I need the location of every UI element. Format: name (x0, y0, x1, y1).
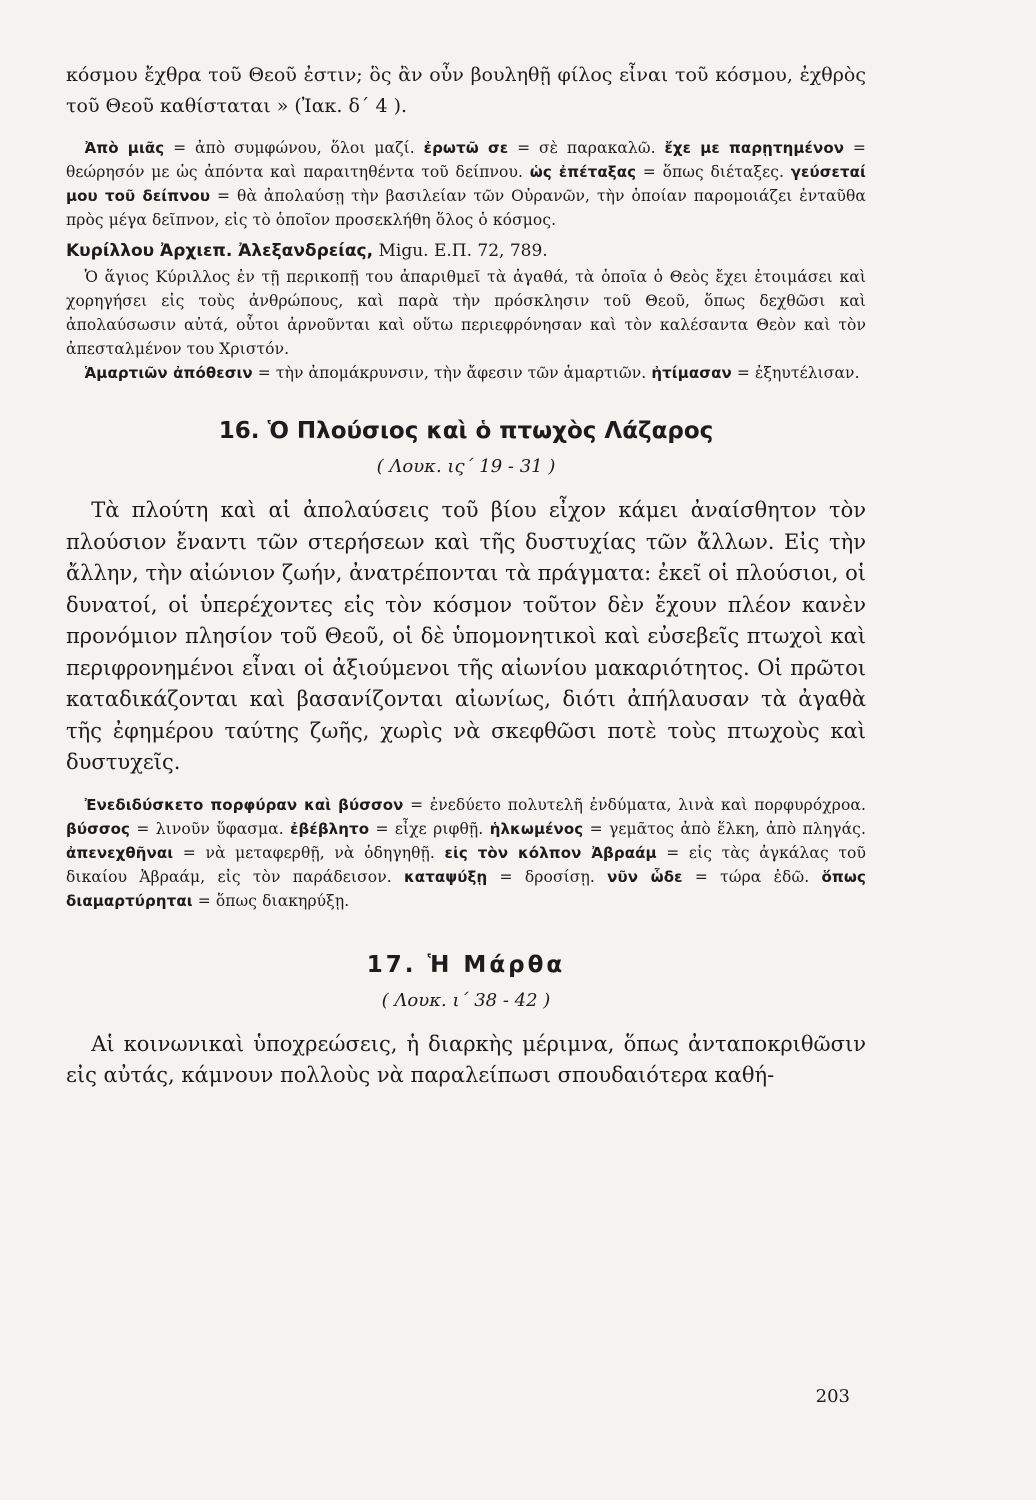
section-17-title: 17. Ἡ Μάρθα (366, 951, 566, 978)
note-gloss: = εἶχε ριφθῇ. (369, 819, 490, 838)
note-term: βύσσος (66, 819, 131, 838)
note-gloss: = τώρα ἐδῶ. (682, 867, 822, 886)
note-gloss: = γεμᾶτος ἀπὸ ἕλκη, ἀπὸ πληγάς. (583, 819, 866, 838)
note-gloss: = νὰ μεταφερθῇ, νὰ ὁδηγηθῇ. (173, 843, 445, 862)
note-term: ἡλκωμένος (489, 819, 584, 838)
note-term: ἠτίμασαν (651, 364, 732, 382)
note-gloss: = σὲ παρακαλῶ. (508, 139, 665, 157)
page-number: 203 (815, 1386, 850, 1407)
section-17-body: Αἱ κοινωνικαὶ ὑποχρεώσεις, ἡ διαρκὴς μέριμνα, ὅπως ἀνταποκριθῶσιν εἰς αὐτάς, κάμνουν πολλοὺς νὰ παραλείπωσι σπουδαιότερα καθή- (66, 1031, 866, 1087)
note-term: ἔχε με παρῃτημένον (664, 139, 845, 157)
note-term: εἰς τὸν κόλπον Ἀβραάμ (444, 843, 657, 862)
section-16-body: Τὰ πλούτη καὶ αἱ ἀπολαύσεις τοῦ βίου εἶχον κάμει ἀναίσθητον τὸν πλούσιον ἔναντι τῶν στερήσεων καὶ τῆς δυστυχίας τῶν ἄλλων. Εἰς τὴν ἄλλην, τὴν αἰώνιον ζωήν, ἀνατρέπονται τὰ πράγματα: ἐκεῖ οἱ πλούσιοι, οἱ δυνατοί, οἱ ὑπερέχοντες εἰς τὸν κόσμον τοῦτον δὲν ἔχουν πλέον κανὲν προνόμιον πλησίον τοῦ Θεοῦ, οἱ δὲ ὑπομονητικοὶ καὶ εὐσεβεῖς πτωχοὶ καὶ περιφρονημένοι εἶναι οἱ ἀξιούμενοι τῆς αἰωνίου μακαριότητος. Οἱ πρῶτοι καταδικάζονται καὶ βασανίζονται αἰωνίως, διότι ἀπήλαυσαν τὰ ἀγαθὰ τῆς ἐφημέρου ταύτης ζωῆς, χωρὶς νὰ σκεφθῶσι ποτὲ τοὺς πτωχοὺς καὶ δυστυχεῖς. (66, 498, 866, 774)
note-gloss: = θεώρησόν με ὡς ἀπόντα καὶ παραιτηθέντα τοῦ δείπνου. (66, 139, 866, 181)
section-16-notes (66, 793, 866, 913)
note-gloss: = ἐξηυτέλισαν. (731, 364, 860, 382)
section-16-reference: ( Λουκ. ις΄ 19 - 31 ) (376, 456, 556, 477)
note-gloss: = λινοῦν ὕφασμα. (130, 819, 291, 838)
note-term: ἐβέβλητο (290, 819, 370, 838)
author-citation (66, 238, 866, 265)
section-17-reference: ( Λουκ. ι΄ 38 - 42 ) (381, 989, 551, 1011)
note-term: Ἐνεδιδύσκετο πορφύραν καὶ βύσσον (84, 795, 404, 814)
note-term: ὡς ἐπέταξας (529, 163, 637, 181)
note-term: καταψύξῃ (404, 867, 488, 886)
note-term: γεύσεταί μου τοῦ δείπνου (66, 163, 866, 205)
note-term: ὅπως διαμαρτύρηται (66, 867, 866, 910)
note-gloss: = ὅπως διακηρύξῃ. (192, 891, 350, 910)
note-gloss: = τὴν ἀπομάκρυνσιν, τὴν ἄφεσιν τῶν ἁμαρτιῶν. (252, 364, 652, 382)
author-ref: Migu. E.Π. 72, 789. (373, 241, 548, 261)
note-term: ἀπενεχθῆναι (66, 843, 174, 862)
note-term: ἐρωτῶ σε (423, 139, 509, 157)
section-16-title: 16. Ὁ Πλούσιος καὶ ὁ πτωχὸς Λάζαρος (218, 418, 714, 444)
note-gloss: = ὅπως διέταξες. (636, 163, 791, 181)
note-gloss: = θὰ ἀπολαύσῃ τὴν βασιλείαν τῶν Οὐρανῶν, τὴν ὁποίαν παρομοιάζει ἐνταῦθα πρὸς μέγα δεῖπνον, εἰς τὸ ὁποῖον προσεκλήθη ὅλος ὁ κόσμος. (66, 187, 866, 229)
top-paragraph: κόσμου ἔχθρα τοῦ Θεοῦ ἐστιν; ὃς ἂν οὖν βουληθῇ φίλος εἶναι τοῦ κόσμου, ἐχθρὸς τοῦ Θεοῦ καθίσταται » (Ἰακ. δ΄ 4 ). (66, 64, 866, 117)
cyril-paragraph: Ὁ ἅγιος Κύριλλος ἐν τῇ περικοπῇ του ἀπαριθμεῖ τὰ ἀγαθά, τὰ ὁποῖα ὁ Θεὸς ἔχει ἑτοιμάσει καὶ χορηγήσει εἰς τοὺς ἀνθρώπους, καὶ παρὰ τὴν πρόσκλησιν τοῦ Θεοῦ, ὅπως δεχθῶσι καὶ ἀπολαύσωσιν αὐτά, οὗτοι ἀρνοῦνται καὶ οὕτω περιεφρόνησαν καὶ τὸν καλέσαντα Θεὸν καὶ τὸν ἀπεσταλμένον του Χριστόν. (66, 268, 866, 358)
notes-block-2 (66, 361, 866, 385)
note-term: νῦν ὧδε (607, 867, 683, 886)
note-term: Ἁμαρτιῶν ἀπόθεσιν (84, 364, 253, 382)
notes-block-1 (66, 136, 866, 232)
note-paragraph (66, 136, 866, 232)
note-gloss: = δροσίσῃ. (487, 867, 608, 886)
note-gloss: = ἀπὸ συμφώνου, ὅλοι μαζί. (164, 139, 424, 157)
note-gloss: = εἰς τὰς ἀγκάλας τοῦ δικαίου Ἀβραάμ, εἰς τὸν παράδεισον. (66, 843, 866, 886)
note-gloss: = ἐνεδύετο πολυτελῆ ἐνδύματα, λινὰ καὶ πορφυρόχροα. (403, 795, 866, 814)
author-name: Κυρίλλου Ἀρχιεπ. Ἀλεξανδρείας, (66, 241, 374, 261)
note-term: Ἀπὸ μιᾶς (84, 139, 165, 157)
